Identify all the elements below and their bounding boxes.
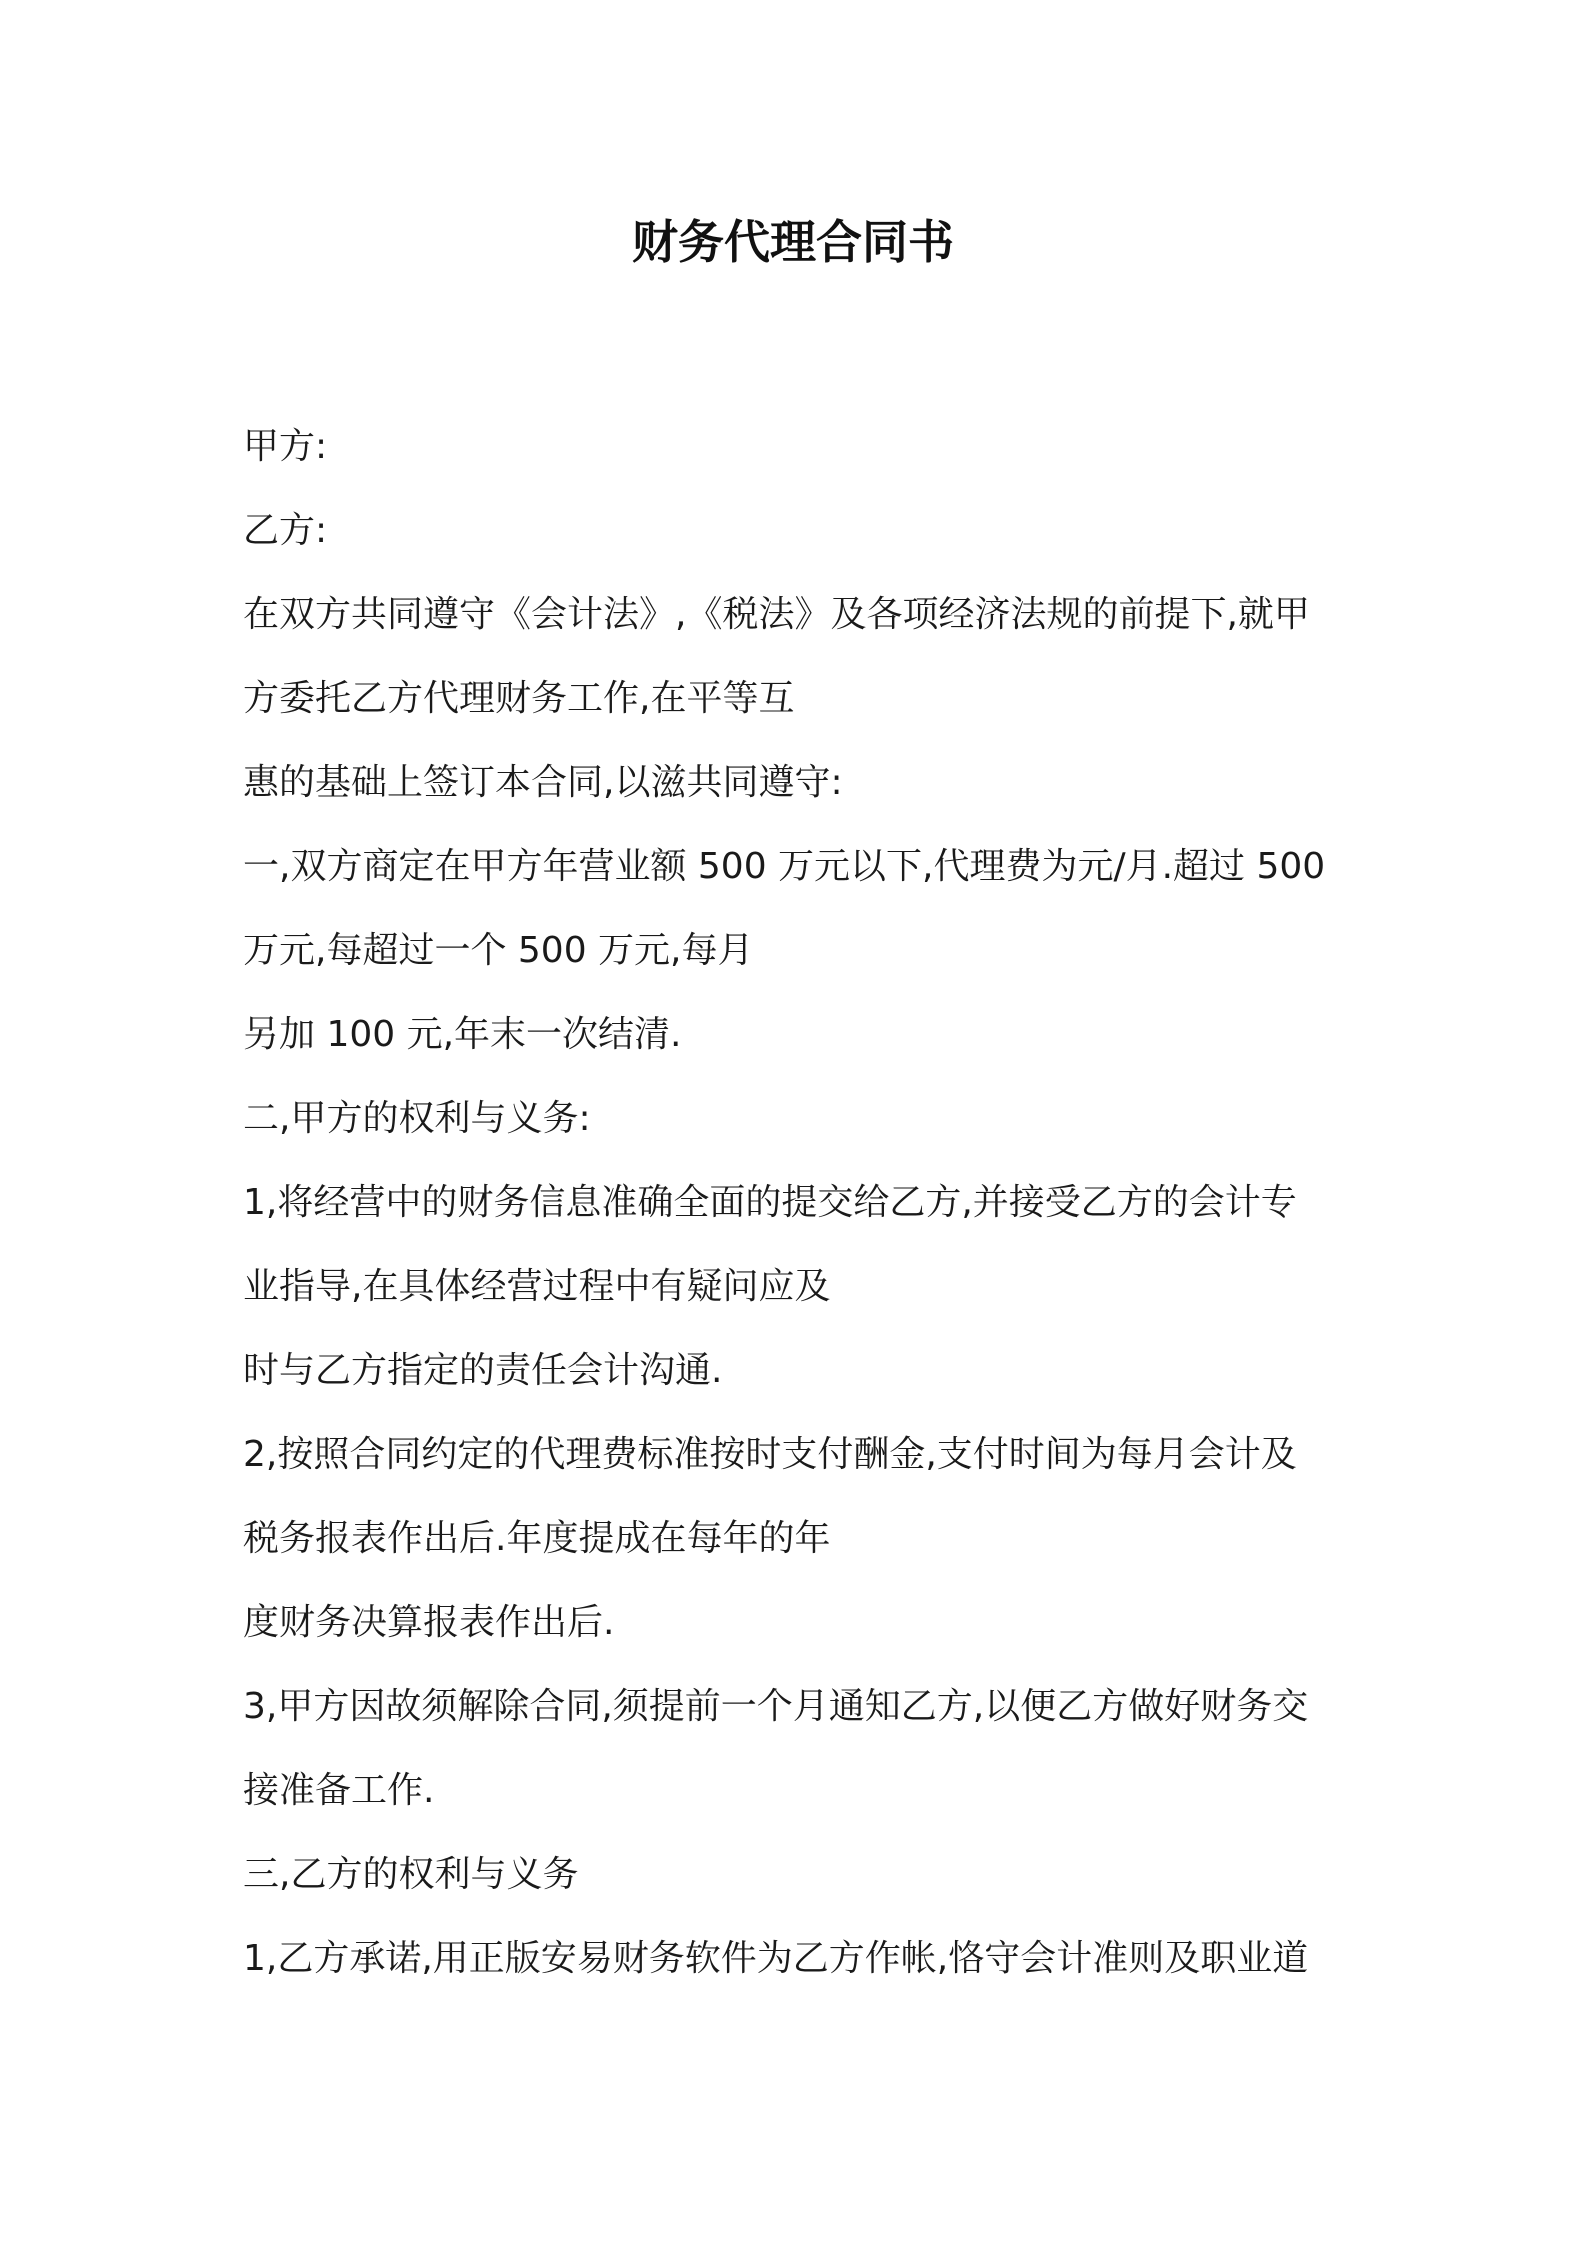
section-3-item-1-line-1: 1,乙方承诺,用正版安易财务软件为乙方作帐,恪守会计准则及职业道 bbox=[243, 1938, 1309, 1979]
section-2-item-1-line-1: 1,将经营中的财务信息准确全面的提交给乙方,并接受乙方的会计专 bbox=[243, 1182, 1297, 1223]
section-2-item-2-line-1: 2,按照合同约定的代理费标准按时支付酬金,支付时间为每月会计及 bbox=[243, 1434, 1297, 1475]
clause-1-line-2: 万元,每超过一个 500 万元,每月 bbox=[243, 930, 754, 971]
section-2-item-1-line-3: 时与乙方指定的责任会计沟通. bbox=[243, 1350, 723, 1391]
preamble-line-3: 惠的基础上签订本合同,以滋共同遵守: bbox=[243, 762, 843, 803]
section-2-heading: 二,甲方的权利与义务: bbox=[243, 1098, 591, 1139]
section-2-item-3-line-2: 接准备工作. bbox=[243, 1770, 435, 1811]
preamble-line-2: 方委托乙方代理财务工作,在平等互 bbox=[243, 678, 795, 719]
section-2-item-1-line-2: 业指导,在具体经营过程中有疑问应及 bbox=[243, 1266, 831, 1307]
clause-1-line-1: 一,双方商定在甲方年营业额 500 万元以下,代理费为元/月.超过 500 bbox=[243, 846, 1326, 887]
document-body bbox=[243, 405, 1363, 2001]
party-b-line: 乙方: bbox=[243, 510, 328, 551]
section-2-item-3-line-1: 3,甲方因故须解除合同,须提前一个月通知乙方,以便乙方做好财务交 bbox=[243, 1686, 1309, 1727]
party-a-line: 甲方: bbox=[243, 426, 328, 467]
section-2-item-2-line-2: 税务报表作出后.年度提成在每年的年 bbox=[243, 1518, 831, 1559]
clause-1-line-3: 另加 100 元,年末一次结清. bbox=[243, 1014, 682, 1055]
document-title: 财务代理合同书 bbox=[632, 215, 954, 269]
preamble-line-1: 在双方共同遵守《会计法》,《税法》及各项经济法规的前提下,就甲 bbox=[243, 594, 1310, 635]
section-2-item-2-line-3: 度财务决算报表作出后. bbox=[243, 1602, 615, 1643]
section-3-heading: 三,乙方的权利与义务 bbox=[243, 1854, 579, 1895]
